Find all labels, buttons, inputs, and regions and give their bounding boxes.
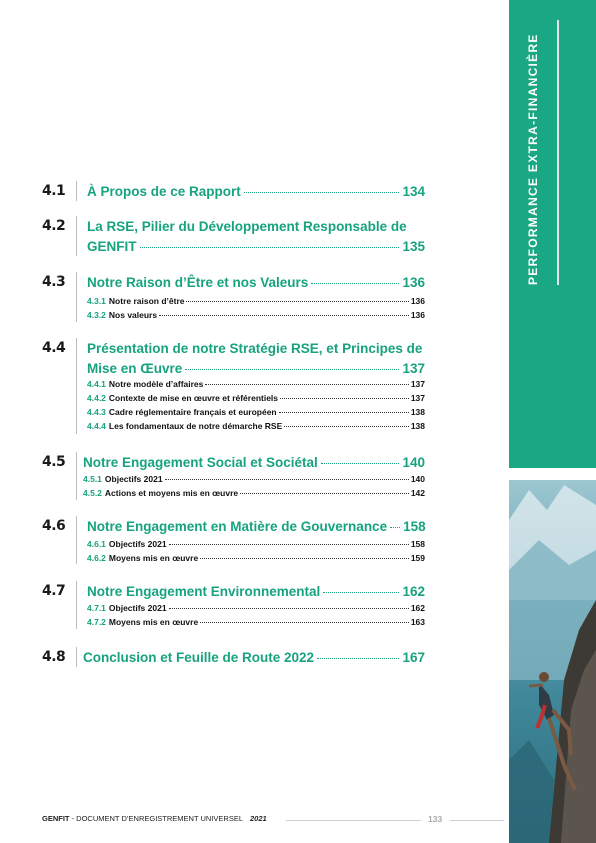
section-divider	[76, 216, 77, 256]
section-number: 4.2	[42, 218, 66, 234]
section-number: 4.5	[42, 454, 66, 470]
footer-page-number: 133	[428, 814, 443, 824]
sidebar-divider	[557, 20, 559, 285]
page-number: 136	[402, 275, 425, 290]
section-number: 4.8	[42, 649, 66, 665]
section-title[interactable]: Notre Engagement en Matière de Gouvernance 158	[87, 517, 425, 537]
section-divider	[76, 516, 77, 564]
toc-subsection[interactable]: 4.7.1 Objectifs 2021 162 4.7.2 Moyens mis en œuvre 163	[87, 603, 425, 627]
toc-subsection[interactable]: 4.4.1 Notre modèle d’affaires 137 4.4.2 Contexte de mise en œuvre et référentiels 137 4.4.3 Cadre réglementaire français et européen 138 4.4.4 Les fondamentaux de notre démarche RSE 138	[87, 379, 425, 431]
footer-year: 2021	[250, 814, 267, 823]
sidebar-band	[509, 0, 596, 468]
footer-rule	[286, 820, 421, 821]
section-number: 4.1	[42, 183, 66, 199]
section-number: 4.6	[42, 518, 66, 534]
page-number: 137	[402, 361, 425, 376]
toc-subsection[interactable]: 4.5.1 Objectifs 2021 140 4.5.2 Actions et moyens mis en œuvre 142	[83, 474, 425, 498]
section-divider	[76, 581, 77, 629]
section-number: 4.4	[42, 340, 66, 356]
page-number: 158	[403, 519, 426, 534]
section-title[interactable]: Notre Engagement Social et Sociétal 140	[83, 453, 425, 473]
section-title[interactable]: Notre Engagement Environnemental 162	[87, 582, 425, 602]
section-divider	[76, 452, 77, 500]
toc-subsection[interactable]: 4.6.1 Objectifs 2021 158 4.6.2 Moyens mis en œuvre 159	[87, 539, 425, 563]
section-title[interactable]: La RSE, Pilier du Développement Responsable de GENFIT 135	[87, 217, 425, 257]
section-title[interactable]: À Propos de ce Rapport 134	[87, 182, 425, 202]
section-title[interactable]: Présentation de notre Stratégie RSE, et Principes de Mise en Œuvre 137	[87, 339, 425, 379]
section-divider	[76, 181, 77, 201]
toc-subsection[interactable]: 4.3.1 Notre raison d’être 136 4.3.2 Nos valeurs 136	[87, 296, 425, 320]
footer-doc-title: GENFIT - DOCUMENT D’ENREGISTREMENT UNIVERSEL	[42, 814, 243, 823]
page-number: 140	[402, 455, 425, 470]
section-title[interactable]: Notre Raison d’Être et nos Valeurs 136	[87, 273, 425, 293]
footer-rule-right	[450, 820, 504, 821]
page-number: 162	[402, 584, 425, 599]
section-title[interactable]: Conclusion et Feuille de Route 2022 167	[83, 648, 425, 668]
section-number: 4.7	[42, 583, 66, 599]
chapter-title: PERFORMANCE EXTRA-FINANCIÈRE	[526, 33, 540, 285]
section-number: 4.3	[42, 274, 66, 290]
page-number: 167	[402, 650, 425, 665]
climber-photo	[509, 480, 596, 843]
section-divider	[76, 647, 77, 667]
page-number: 135	[402, 239, 425, 254]
page-number: 134	[402, 184, 425, 199]
section-divider	[76, 338, 77, 434]
section-divider	[76, 272, 77, 322]
